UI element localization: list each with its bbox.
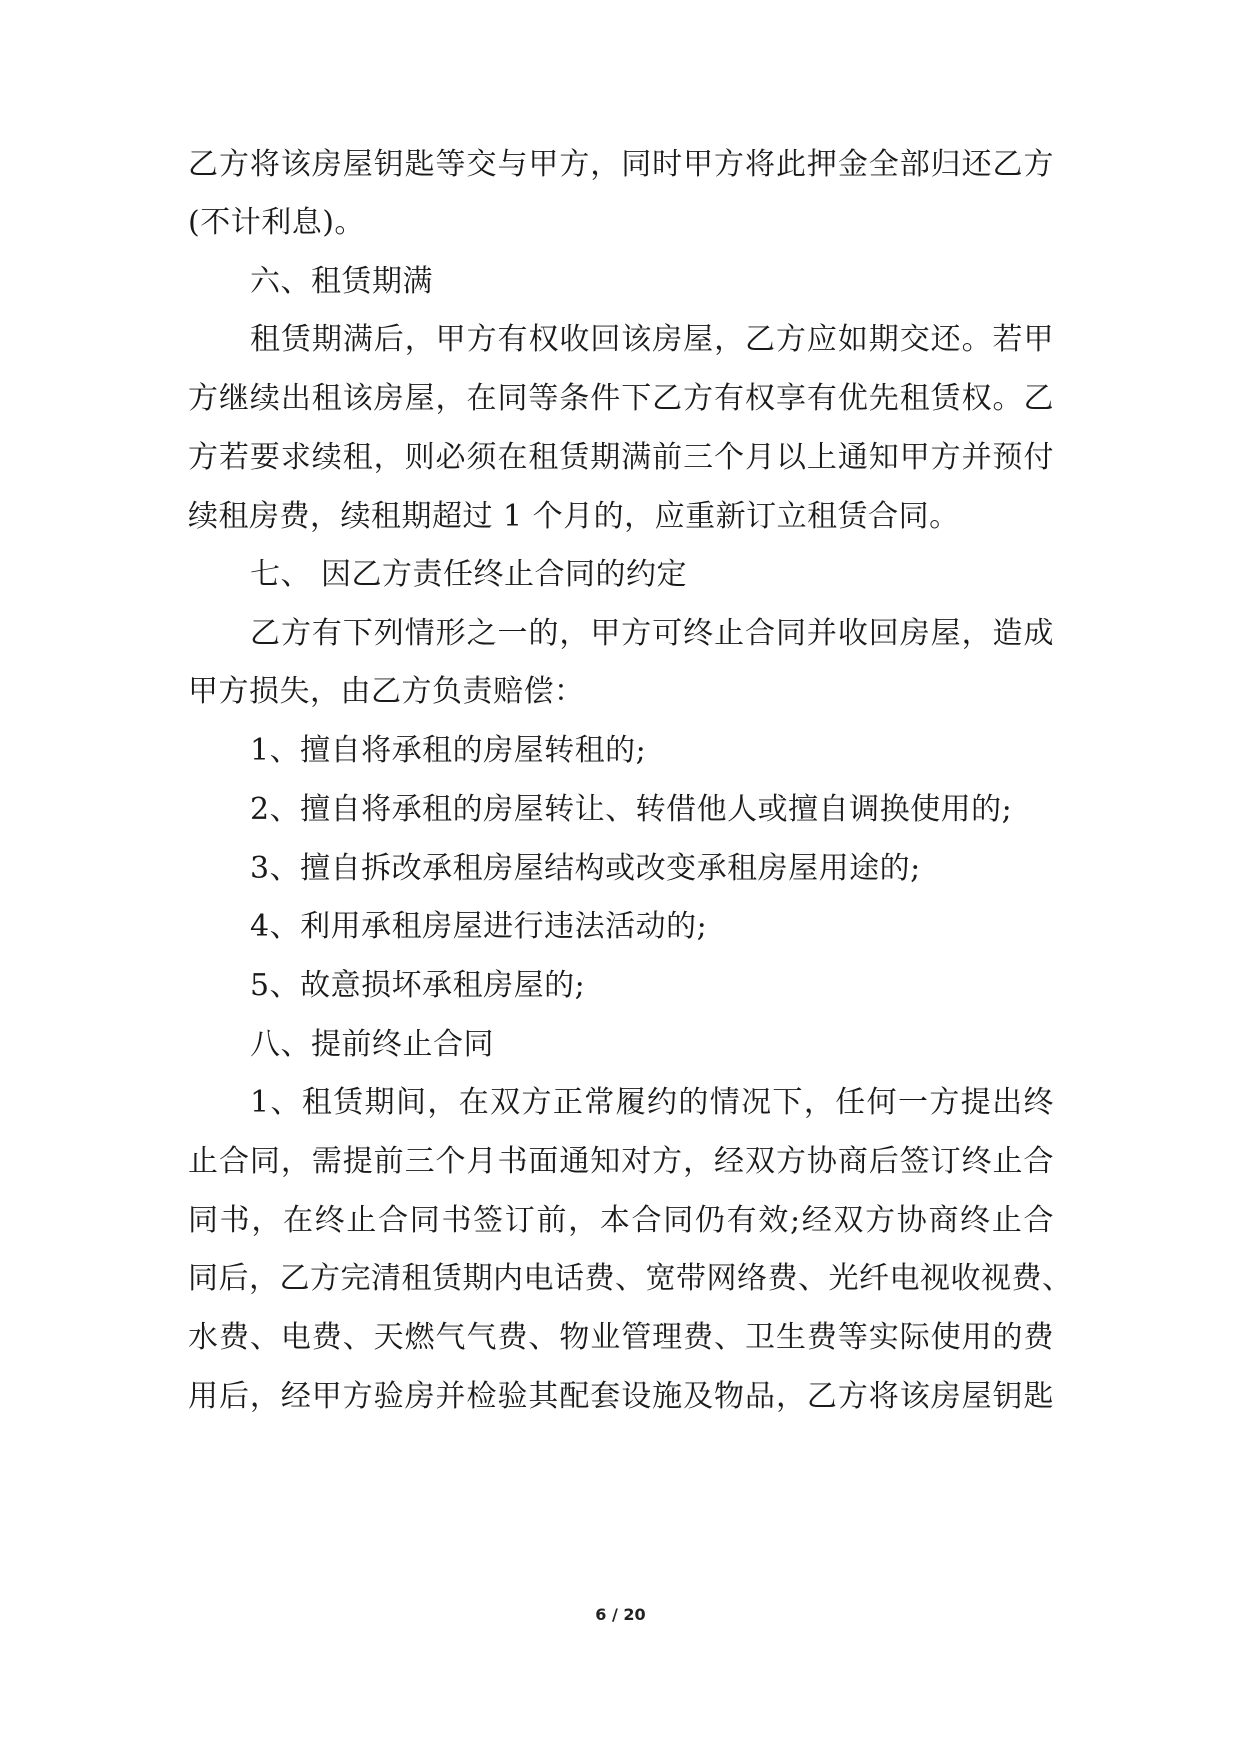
page-number: 6 / 20 [595,1605,646,1624]
paragraph-line: 乙方将该房屋钥匙等交与甲方，同时甲方将此押金全部归还乙方 [188,147,1054,182]
paragraph-line: 租赁期满后，甲方有权收回该房屋，乙方应如期交还。若甲 [250,322,1054,357]
paragraph-line: 水费、电费、天燃气气费、物业管理费、卫生费等实际使用的费 [188,1320,1054,1355]
paragraph-line: 1、租赁期间，在双方正常履约的情况下，任何一方提出终 [250,1085,1054,1120]
paragraph-line: 同书，在终止合同书签订前，本合同仍有效;经双方协商终止合 [188,1203,1054,1238]
paragraph-line: 甲方损失，由乙方负责赔偿： [188,674,585,709]
list-item: 5、故意损坏承租房屋的; [250,968,586,1003]
list-item: 4、利用承租房屋进行违法活动的; [250,909,708,944]
paragraph-line: (不计利息)。 [188,205,365,240]
paragraph-line: 续租房费，续租期超过 1 个月的，应重新订立租赁合同。 [188,499,960,534]
section-heading: 六、租赁期满 [250,264,433,299]
paragraph-line: 止合同，需提前三个月书面通知对方，经双方协商后签订终止合 [188,1144,1054,1179]
paragraph-line: 方继续出租该房屋，在同等条件下乙方有权享有优先租赁权。乙 [188,381,1054,416]
paragraph-line: 用后，经甲方验房并检验其配套设施及物品，乙方将该房屋钥匙 [188,1379,1054,1414]
section-heading: 八、提前终止合同 [250,1027,494,1062]
paragraph-line: 方若要求续租，则必须在租赁期满前三个月以上通知甲方并预付 [188,440,1054,475]
paragraph-line: 乙方有下列情形之一的，甲方可终止合同并收回房屋，造成 [250,616,1054,651]
list-item: 3、擅自拆改承租房屋结构或改变承租房屋用途的; [250,851,921,886]
list-item: 1、擅自将承租的房屋转租的; [250,733,647,768]
list-item: 2、擅自将承租的房屋转让、转借他人或擅自调换使用的; [250,792,1013,827]
paragraph-line: 同后，乙方完清租赁期内电话费、宽带网络费、光纤电视收视费、 [188,1261,1073,1296]
section-heading: 七、 因乙方责任终止合同的约定 [250,557,688,592]
